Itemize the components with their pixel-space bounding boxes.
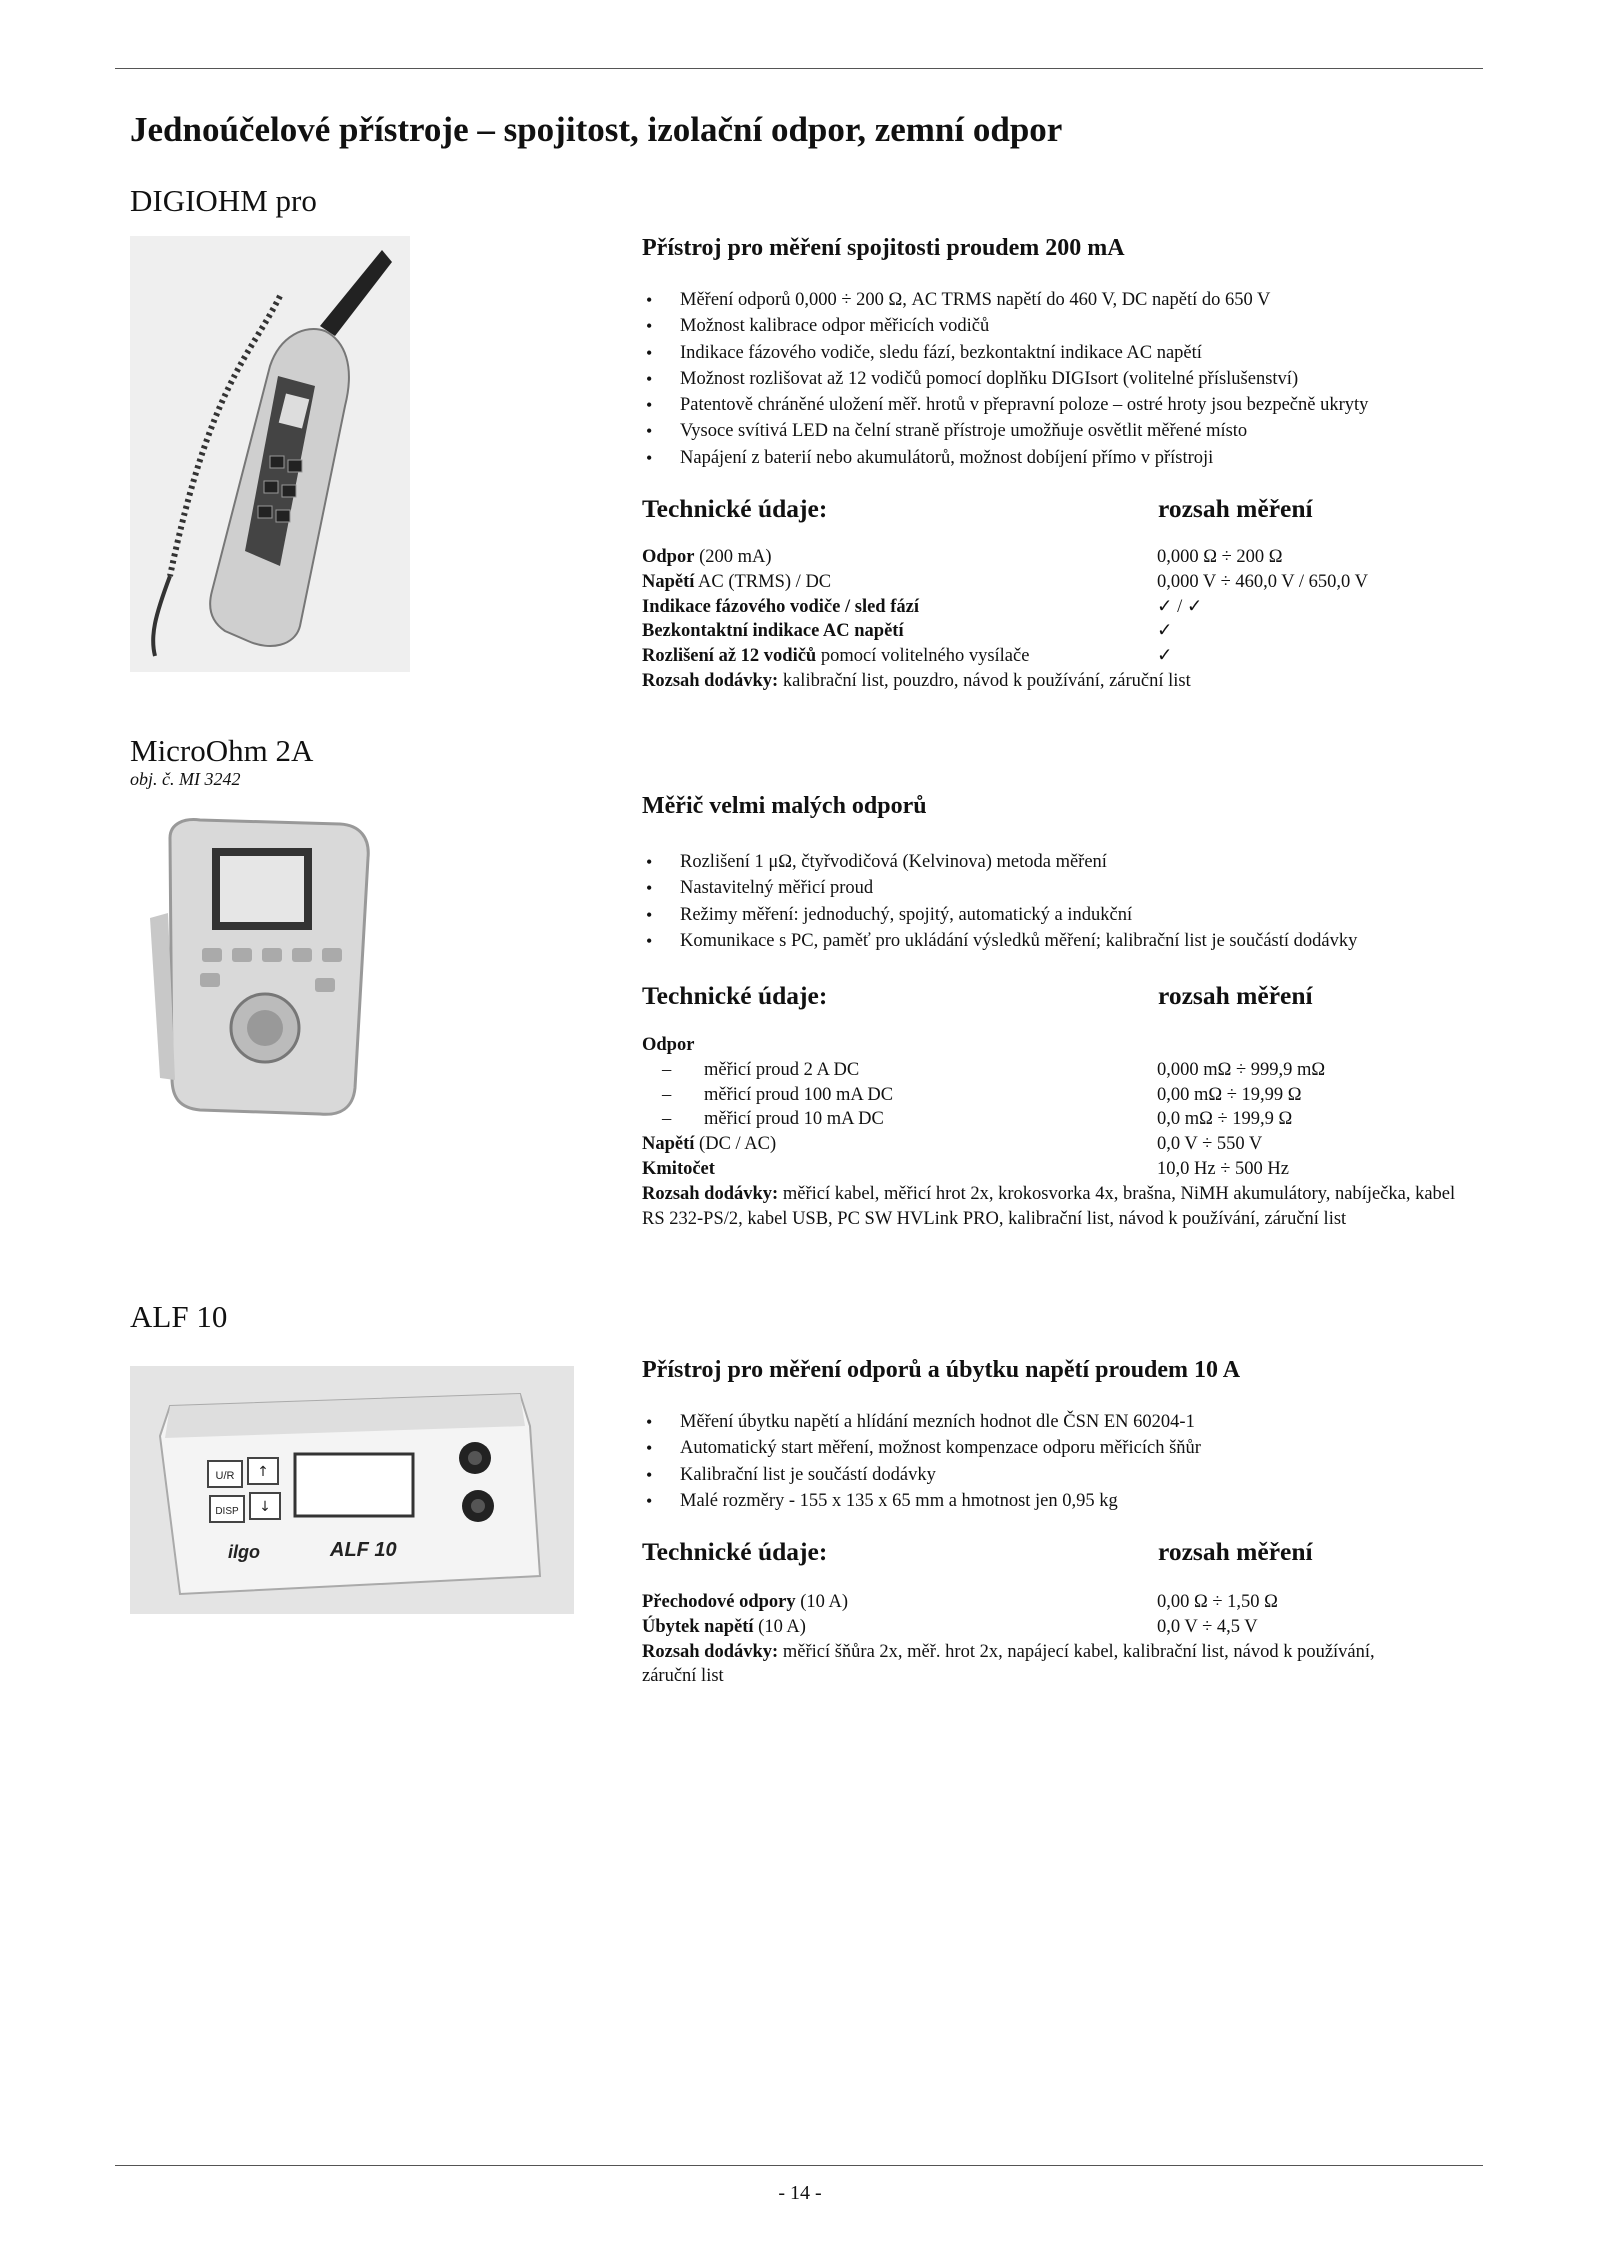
digiohm-feature-list	[642, 287, 1368, 471]
spec-label: měřicí proud 2 A DC	[704, 1059, 860, 1080]
delivery-text: měřicí kabel, měřicí hrot 2x, krokosvorka 4x, brašna, NiMH akumulátory, nabíječka, kabel RS 232-PS/2, kabel USB, PC SW HVLink PRO, kalibrační list, návod k používání, záruční list	[642, 1183, 1456, 1229]
digiohm-photo	[130, 236, 410, 672]
spec-label: Bezkontaktní indikace AC napětí	[642, 621, 904, 642]
microohm-photo	[140, 818, 380, 1118]
list-item: • Měření odporů 0,000 ÷ 200 Ω, AC TRMS napětí do 460 V, DC napětí do 650 V	[642, 287, 1368, 313]
spec-value: 0,000 Ω ÷ 200 Ω	[1157, 547, 1283, 567]
spec-value: 0,0 V ÷ 550 V	[1157, 1134, 1263, 1155]
spec-row	[642, 1157, 1482, 1182]
product-name-alf10: ALF 10	[130, 1299, 228, 1334]
spec-label: Napětí	[642, 571, 695, 592]
delivery-text: kalibrační list, pouzdro, návod k používání, záruční list	[778, 670, 1191, 691]
page-title: Jednoúčelové přístroje – spojitost, izolační odpor, zemní odpor	[130, 110, 1063, 149]
delivery-row	[642, 1640, 1402, 1690]
digiohm-tech-heading: Technické údaje:	[642, 494, 828, 523]
spec-row	[642, 619, 1191, 644]
spec-row	[642, 644, 1191, 669]
microohm-device-image	[140, 818, 380, 1118]
list-item: • Nastavitelný měřicí proud	[642, 875, 1357, 901]
microohm-feature-list	[642, 849, 1357, 954]
alf10-spec-table	[642, 1590, 1402, 1689]
list-item: • Režimy měření: jednoduchý, spojitý, automatický a indukční	[642, 902, 1357, 928]
alf10-range-heading: rozsah měření	[1158, 1537, 1313, 1566]
spec-value: 0,000 mΩ ÷ 999,9 mΩ	[1157, 1059, 1326, 1080]
delivery-text: měřicí šňůra 2x, měř. hrot 2x, napájecí kabel, kalibrační list, návod k používání, záruční list	[642, 1641, 1375, 1687]
alf-button-disp-label: DISP	[215, 1506, 239, 1517]
spec-label-detail: pomocí volitelného vysílače	[816, 646, 1030, 667]
spec-label-detail: (10 A)	[795, 1592, 849, 1612]
delivery-row	[642, 1182, 1482, 1232]
spec-value: 0,0 mΩ ÷ 199,9 Ω	[1157, 1109, 1293, 1130]
brand-logo: ilgo	[228, 1542, 260, 1562]
spec-label-detail: (10 A)	[753, 1616, 806, 1637]
product-name-digiohm: DIGIOHM pro	[130, 183, 317, 218]
spec-row	[642, 1033, 1482, 1058]
spec-label: Přechodové odpory	[642, 1592, 796, 1612]
digiohm-spec-table	[642, 545, 1368, 694]
list-item: • Vysoce svítivá LED na čelní straně přístroje umožňuje osvětlit měřené místo	[642, 418, 1368, 444]
list-item: • Kalibrační list je součástí dodávky	[642, 1462, 1201, 1488]
list-item: • Automatický start měření, možnost kompenzace odporu měřicích šňůr	[642, 1435, 1201, 1461]
list-item: • Napájení z baterií nebo akumulátorů, možnost dobíjení přímo v přístroji	[642, 445, 1368, 471]
spec-label: Rozlišení až 12 vodičů	[642, 646, 817, 667]
delivery-row	[642, 669, 1191, 694]
spec-subrow	[642, 1058, 1482, 1083]
dash-mark: –	[662, 1059, 672, 1080]
spec-label: Napětí	[642, 1134, 695, 1155]
spec-row	[642, 1615, 1402, 1640]
spec-value: ✓ / ✓	[1157, 596, 1203, 617]
spec-row	[642, 1132, 1482, 1157]
spec-label: Odpor	[642, 547, 695, 567]
alf-button-ur-label: U/R	[215, 1470, 235, 1482]
alf10-subtitle: Přístroj pro měření odporů a úbytku napětí proudem 10 A	[642, 1357, 1241, 1383]
spec-value: 0,00 Ω ÷ 1,50 Ω	[1157, 1592, 1278, 1612]
microohm-spec-table	[642, 1033, 1482, 1231]
list-item: • Měření úbytku napětí a hlídání mezních hodnot dle ČSN EN 60204-1	[642, 1409, 1201, 1435]
spec-label-detail: (200 mA)	[694, 547, 772, 567]
product-name-microohm: MicroOhm 2A	[130, 733, 314, 768]
spec-value: 0,00 mΩ ÷ 19,99 Ω	[1157, 1084, 1302, 1105]
alf10-device-image	[130, 1366, 574, 1614]
dash-mark: –	[662, 1109, 672, 1130]
up-arrow-icon: ↑	[257, 1464, 269, 1480]
page-number: - 14 -	[778, 2182, 822, 2204]
spec-row	[642, 595, 1203, 620]
alf10-tech-heading: Technické údaje:	[642, 1537, 828, 1566]
spec-label: měřicí proud 100 mA DC	[704, 1084, 894, 1105]
order-number: obj. č. MI 3242	[130, 769, 241, 789]
spec-row	[642, 1590, 1402, 1615]
spec-label: měřicí proud 10 mA DC	[704, 1109, 884, 1130]
device-model-label: ALF 10	[330, 1539, 397, 1561]
alf10-photo	[130, 1366, 574, 1614]
spec-label: Indikace fázového vodiče / sled fází	[642, 596, 919, 617]
spec-label: Odpor	[642, 1035, 695, 1055]
spec-value: 0,000 V ÷ 460,0 V / 650,0 V	[1157, 571, 1368, 592]
digiohm-subtitle: Přístroj pro měření spojitosti proudem 200 mA	[642, 235, 1125, 261]
delivery-label: Rozsah dodávky:	[642, 1641, 779, 1662]
list-item: • Indikace fázového vodiče, sledu fází, bezkontaktní indikace AC napětí	[642, 340, 1368, 366]
microohm-subtitle: Měřič velmi malých odporů	[642, 793, 927, 819]
list-item: • Patentově chráněné uložení měř. hrotů v přepravní poloze – ostré hroty jsou bezpečně ukryty	[642, 392, 1368, 418]
spec-label: Úbytek napětí	[642, 1616, 754, 1637]
list-item: • Možnost kalibrace odpor měřicích vodičů	[642, 313, 1368, 339]
spec-value: ✓	[1157, 646, 1173, 667]
digiohm-device-image	[130, 236, 410, 672]
dash-mark: –	[662, 1084, 672, 1105]
digiohm-range-heading: rozsah měření	[1158, 494, 1313, 523]
spec-row	[642, 570, 1368, 595]
spec-subrow	[642, 1083, 1482, 1108]
list-item: • Malé rozměry - 155 x 135 x 65 mm a hmotnost jen 0,95 kg	[642, 1488, 1201, 1514]
spec-label: Kmitočet	[642, 1158, 715, 1179]
spec-value: ✓	[1157, 621, 1173, 642]
alf10-feature-list	[642, 1409, 1201, 1514]
spec-label-detail: AC (TRMS) / DC	[694, 571, 832, 592]
spec-label-detail: (DC / AC)	[694, 1134, 777, 1155]
list-item: • Komunikace s PC, paměť pro ukládání výsledků měření; kalibrační list je součástí dodávky	[642, 928, 1357, 954]
microohm-range-heading: rozsah měření	[1158, 981, 1313, 1010]
list-item: • Možnost rozlišovat až 12 vodičů pomocí doplňku DIGIsort (volitelné příslušenství)	[642, 366, 1368, 392]
down-arrow-icon: ↓	[259, 1499, 271, 1515]
delivery-label: Rozsah dodávky:	[642, 1183, 779, 1204]
list-item: • Rozlišení 1 μΩ, čtyřvodičová (Kelvinova) metoda měření	[642, 849, 1357, 875]
spec-value: 0,0 V ÷ 4,5 V	[1157, 1616, 1258, 1637]
delivery-label: Rozsah dodávky:	[642, 670, 779, 691]
footer-rule	[115, 2165, 1483, 2166]
spec-row	[642, 545, 1283, 570]
spec-subrow	[642, 1107, 1482, 1132]
spec-value: 10,0 Hz ÷ 500 Hz	[1157, 1158, 1289, 1179]
microohm-tech-heading: Technické údaje:	[642, 981, 828, 1010]
header-rule	[115, 68, 1483, 69]
